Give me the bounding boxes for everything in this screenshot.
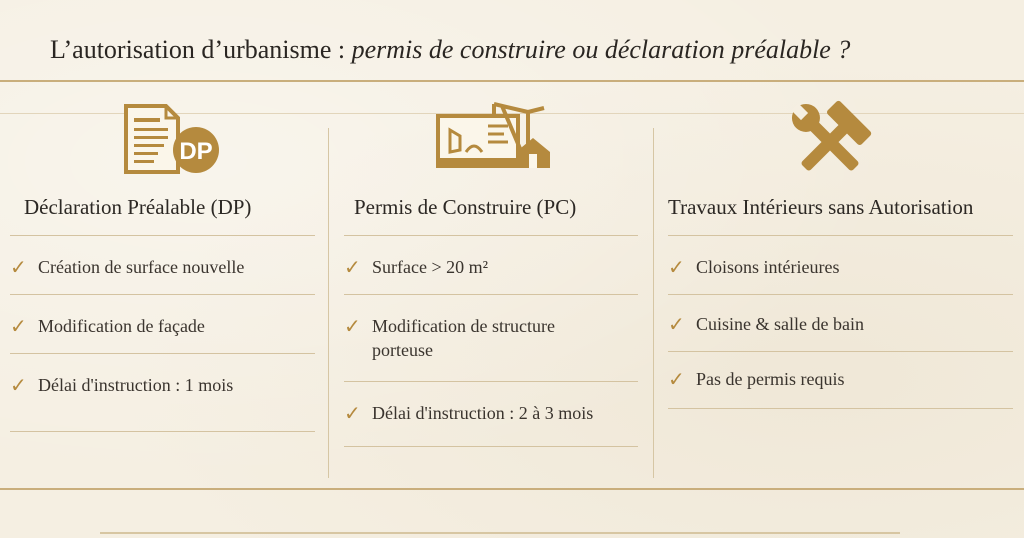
check-icon: ✓: [10, 373, 27, 397]
check-icon: ✓: [344, 255, 361, 279]
list-item: [10, 295, 315, 354]
column-divider: [653, 128, 654, 478]
list-item: [344, 295, 638, 382]
travaux-list: [668, 235, 1013, 409]
pc-list: [344, 235, 638, 447]
column-heading: Permis de Construire (PC): [354, 195, 577, 219]
list-item-text: Surface > 20 m²: [372, 257, 489, 277]
title-plain: L’autorisation d’urbanisme :: [50, 35, 352, 64]
check-icon: ✓: [10, 314, 27, 338]
column-heading: Travaux Intérieurs sans Autorisation: [668, 195, 974, 219]
check-icon: ✓: [668, 367, 685, 391]
column-heading: Déclaration Préalable (DP): [24, 195, 252, 219]
blueprint-crane-house-icon: [432, 100, 562, 185]
footer-divider: [0, 488, 1024, 490]
hammer-wrench-icon: [780, 100, 880, 185]
list-item: [668, 295, 1013, 352]
list-item: [668, 352, 1013, 409]
list-item-text: Délai d'instruction : 1 mois: [38, 375, 234, 395]
page-title: [50, 30, 850, 70]
list-item-text: Modification de structure porteuse: [372, 316, 555, 360]
list-item: [668, 236, 1013, 295]
list-item-text: Modification de façade: [38, 316, 205, 336]
list-item-text: Cuisine & salle de bain: [696, 314, 864, 334]
header-divider: [0, 80, 1024, 82]
list-item-text: Création de surface nouvelle: [38, 257, 245, 277]
list-item-text: Cloisons intérieures: [696, 257, 840, 277]
list-item-text: Pas de permis requis: [696, 369, 845, 389]
list-item: [10, 236, 315, 295]
check-icon: ✓: [10, 255, 27, 279]
list-item-text: Délai d'instruction : 2 à 3 mois: [372, 403, 594, 423]
document-dp-icon: [122, 100, 222, 185]
list-item: [344, 382, 638, 447]
check-icon: ✓: [668, 255, 685, 279]
list-item: [10, 354, 315, 432]
dp-list: [10, 235, 315, 432]
column-divider: [328, 128, 329, 478]
dp-badge-text: DP: [179, 138, 213, 165]
list-item: [344, 236, 638, 295]
title-italic: permis de construire ou déclaration préalable ?: [351, 35, 851, 64]
check-icon: ✓: [344, 401, 361, 425]
check-icon: ✓: [344, 314, 361, 338]
check-icon: ✓: [668, 312, 685, 336]
bottom-panel-edge: [100, 532, 900, 534]
